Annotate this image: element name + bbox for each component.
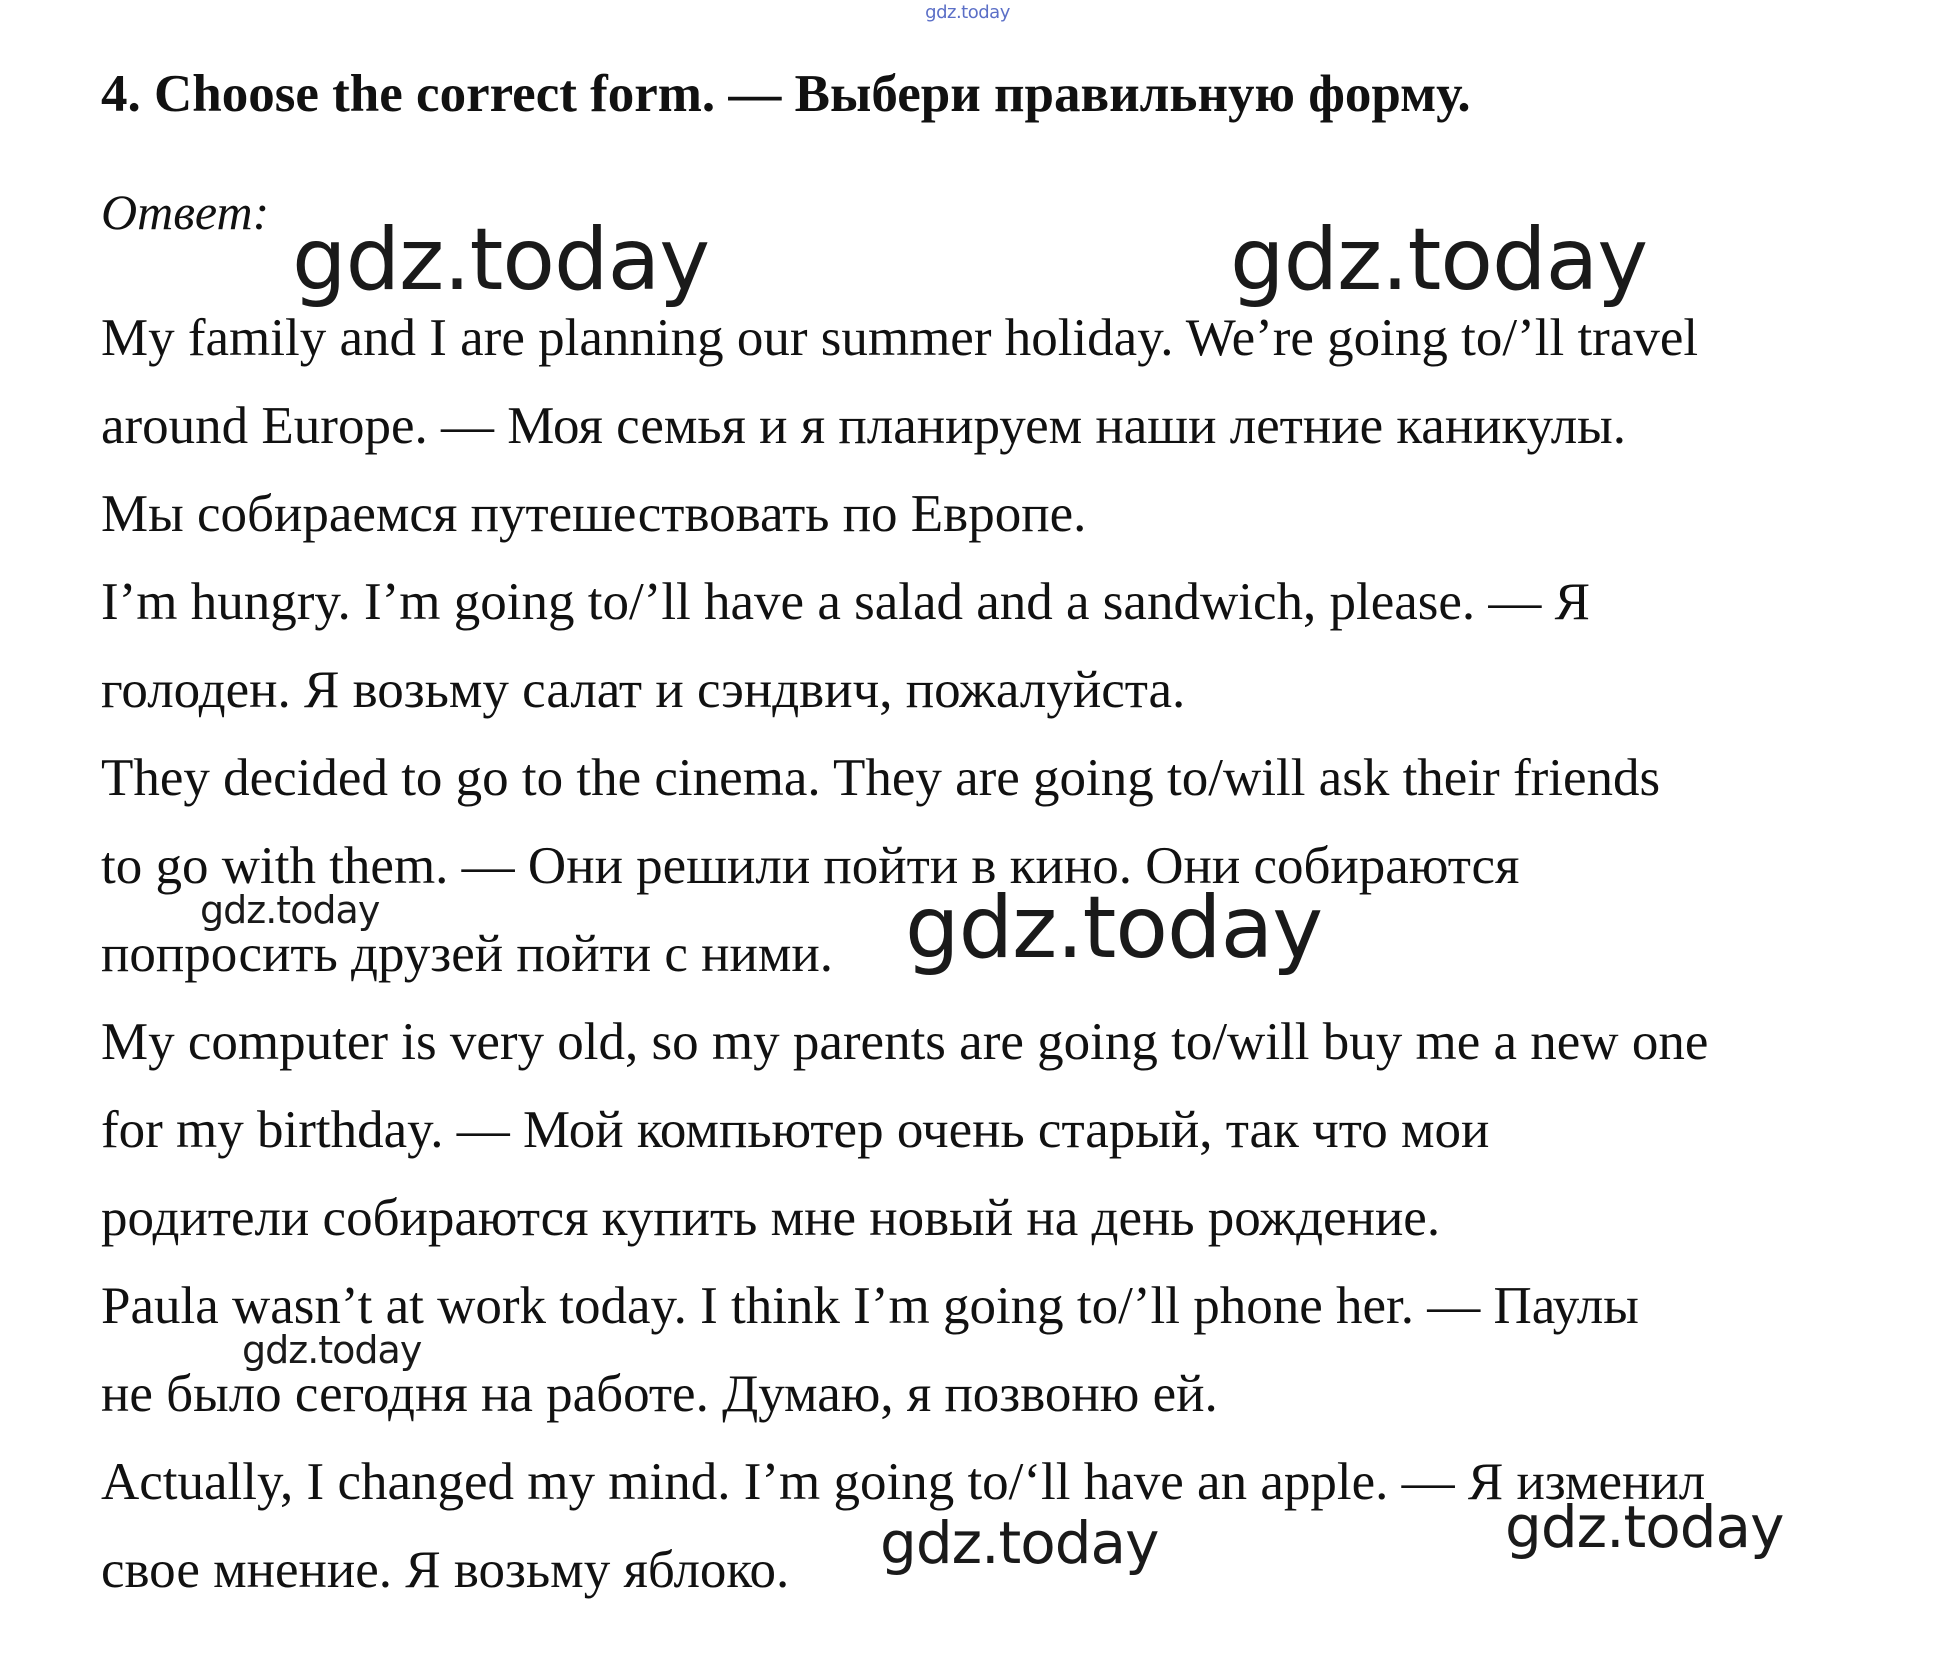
watermark: gdz.today bbox=[905, 878, 1323, 978]
text-line: Actually, I changed my mind. I’m going to/‘ll have an apple. — Я изменил bbox=[101, 1453, 1706, 1511]
watermark: gdz.today bbox=[242, 1328, 422, 1372]
text-line: to go with them. — Они решили пойти в кино. Они собираются bbox=[101, 837, 1520, 895]
text-line: for my birthday. — Мой компьютер очень старый, так что мои bbox=[101, 1101, 1490, 1159]
text-line: родители собираются купить мне новый на день рождение. bbox=[101, 1189, 1441, 1247]
text-line: I’m hungry. I’m going to/’ll have a salad and a sandwich, please. — Я bbox=[101, 573, 1590, 631]
watermark: gdz.today bbox=[1230, 210, 1648, 310]
watermark: gdz.today bbox=[880, 1509, 1159, 1577]
watermark: gdz.today bbox=[292, 210, 710, 310]
text-line: They decided to go to the cinema. They are going to/will ask their friends bbox=[101, 749, 1661, 807]
top-watermark: gdz.today bbox=[925, 2, 1010, 23]
answer-label: Ответ: bbox=[101, 184, 270, 240]
text-line: свое мнение. Я возьму яблоко. bbox=[101, 1541, 790, 1599]
text-line: попросить друзей пойти с ними. bbox=[101, 925, 834, 983]
watermark: gdz.today bbox=[1505, 1493, 1784, 1561]
text-line: Paula wasn’t at work today. I think I’m going to/’ll phone her. — Паулы bbox=[101, 1277, 1639, 1335]
text-line: Мы собираемся путешествовать по Европе. bbox=[101, 485, 1087, 543]
text-line: My computer is very old, so my parents are going to/will buy me a new one bbox=[101, 1013, 1709, 1071]
text-line: голоден. Я возьму салат и сэндвич, пожалуйста. bbox=[101, 661, 1186, 719]
exercise-heading: 4. Choose the correct form. — Выбери правильную форму. bbox=[101, 65, 1471, 123]
text-line: не было сегодня на работе. Думаю, я позвоню ей. bbox=[101, 1365, 1218, 1423]
text-line: around Europe. — Моя семья и я планируем наши летние каникулы. bbox=[101, 397, 1627, 455]
text-line: My family and I are planning our summer holiday. We’re going to/’ll travel bbox=[101, 309, 1699, 367]
watermark: gdz.today bbox=[200, 888, 380, 932]
